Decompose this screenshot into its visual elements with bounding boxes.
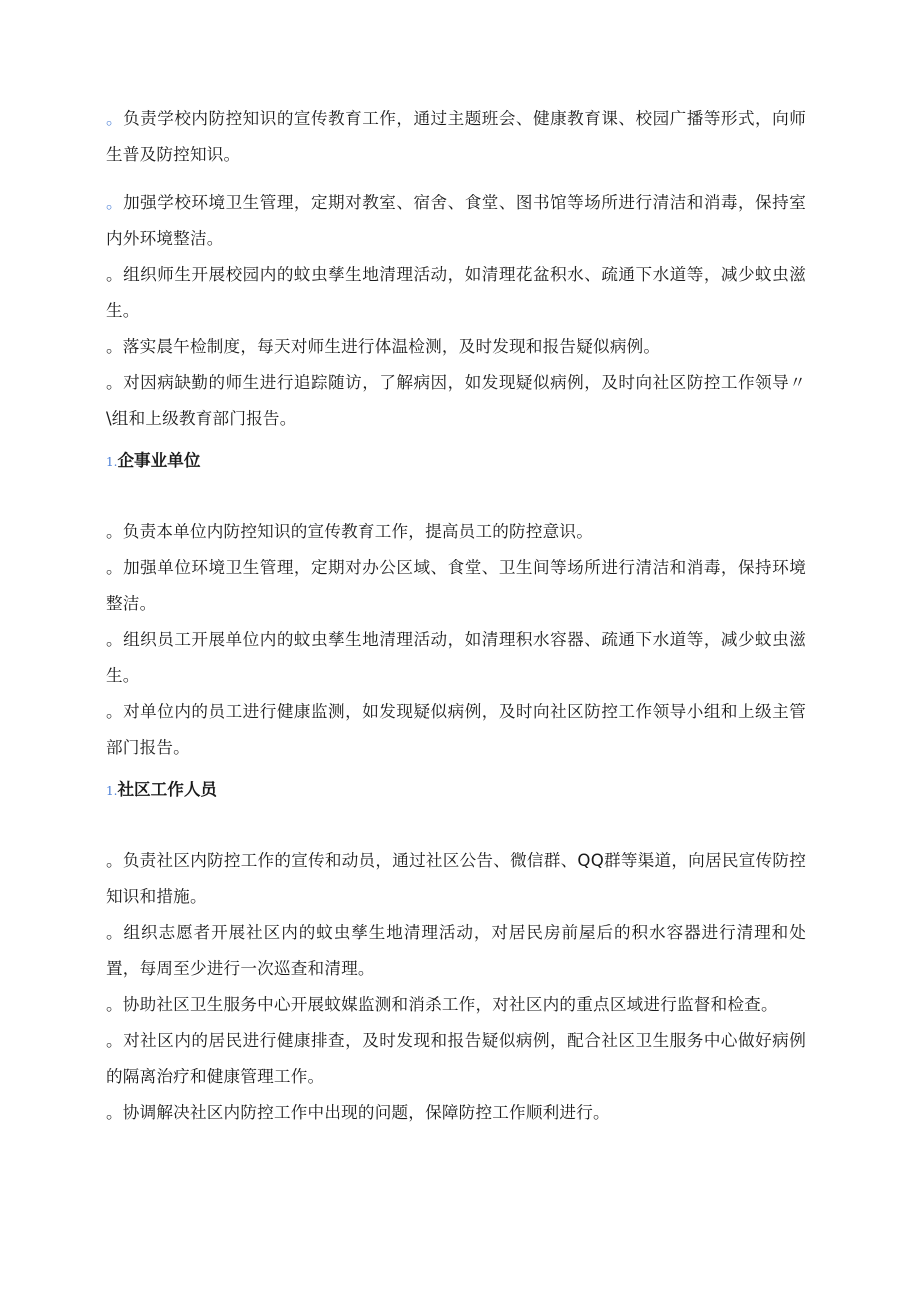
list-item xyxy=(106,365,806,437)
list-bullet: 。 xyxy=(106,995,123,1014)
list-item xyxy=(106,843,806,915)
list-bullet: 。 xyxy=(106,193,124,212)
list-bullet: 。 xyxy=(106,522,123,541)
list-bullet: 。 xyxy=(106,1031,124,1050)
document-page xyxy=(106,101,806,1131)
list-item xyxy=(106,694,806,766)
section-title: 社区工作人员 xyxy=(117,780,218,799)
list-item xyxy=(106,1095,806,1131)
list-item xyxy=(106,987,806,1023)
section-heading-community xyxy=(106,772,806,809)
list-bullet: 。 xyxy=(106,558,124,577)
list-bullet: 。 xyxy=(106,851,123,870)
list-item-text: 负责本单位内防控知识的宣传教育工作，提高员工的防控意识。 xyxy=(122,522,594,541)
list-item-text: 组织员工开展单位内的蚊虫孳生地清理活动，如清理积水容器、疏通下水道等，减少蚊虫滋生。 xyxy=(106,630,807,685)
list-item-text: 加强学校环境卫生管理，定期对教室、宿舍、食堂、图书馆等场所进行清洁和消毒，保持室内外环境整洁。 xyxy=(106,193,807,248)
list-item xyxy=(106,185,806,257)
list-item xyxy=(106,622,806,694)
list-item-text: 协调解决社区内防控工作中出现的问题，保障防控工作顺利进行。 xyxy=(122,1103,610,1122)
list-item-text: 组织志愿者开展社区内的蚊虫孳生地清理活动，对居民房前屋后的积水容器进行清理和处置，每周至少进行一次巡查和清理。 xyxy=(106,923,806,978)
list-item-text: 加强单位环境卫生管理，定期对办公区域、食堂、卫生间等场所进行清洁和消毒，保持环境整洁。 xyxy=(106,558,807,613)
list-item-text: 对单位内的员工进行健康监测，如发现疑似病例，及时向社区防控工作领导小组和上级主管部门报告。 xyxy=(106,702,807,757)
section-number: 1. xyxy=(106,784,118,798)
list-item xyxy=(106,101,806,173)
section-heading-enterprise xyxy=(106,443,806,480)
list-item-text: 对因病缺勤的师生进行追踪随访，了解病因，如发现疑似病例，及时向社区防控工作领导〃\组和上级教育部门报告。 xyxy=(106,373,807,428)
list-bullet: 。 xyxy=(106,337,123,356)
list-item-text: 对社区内的居民进行健康排查，及时发现和报告疑似病例，配合社区卫生服务中心做好病例的隔离治疗和健康管理工作。 xyxy=(106,1031,807,1086)
list-bullet: 。 xyxy=(106,702,124,721)
list-item xyxy=(106,514,806,550)
list-bullet: 。 xyxy=(106,923,124,942)
list-item-text: 负责学校内防控知识的宣传教育工作，通过主题班会、健康教育课、校园广播等形式，向师生普及防控知识。 xyxy=(106,109,807,164)
section-title: 企事业单位 xyxy=(117,451,201,470)
list-item-text: 协助社区卫生服务中心开展蚊媒监测和消杀工作，对社区内的重点区域进行监督和检查。 xyxy=(122,995,778,1014)
list-item-text: 落实晨午检制度，每天对师生进行体温检测，及时发现和报告疑似病例。 xyxy=(122,337,661,356)
section-number: 1. xyxy=(106,455,118,469)
list-item xyxy=(106,915,806,987)
list-bullet: 。 xyxy=(106,630,124,649)
list-item xyxy=(106,257,806,329)
list-bullet: 。 xyxy=(106,1103,123,1122)
list-bullet: 。 xyxy=(106,265,124,284)
list-item xyxy=(106,1023,806,1095)
list-item xyxy=(106,329,806,365)
list-item-text: 组织师生开展校园内的蚊虫孳生地清理活动，如清理花盆积水、疏通下水道等，减少蚊虫滋生。 xyxy=(106,265,807,320)
list-bullet: 。 xyxy=(106,109,124,128)
list-item xyxy=(106,550,806,622)
list-item-text: 负责社区内防控工作的宣传和动员，通过社区公告、微信群、QQ群等渠道，向居民宣传防控知识和措施。 xyxy=(106,851,806,906)
list-bullet: 。 xyxy=(106,373,124,392)
